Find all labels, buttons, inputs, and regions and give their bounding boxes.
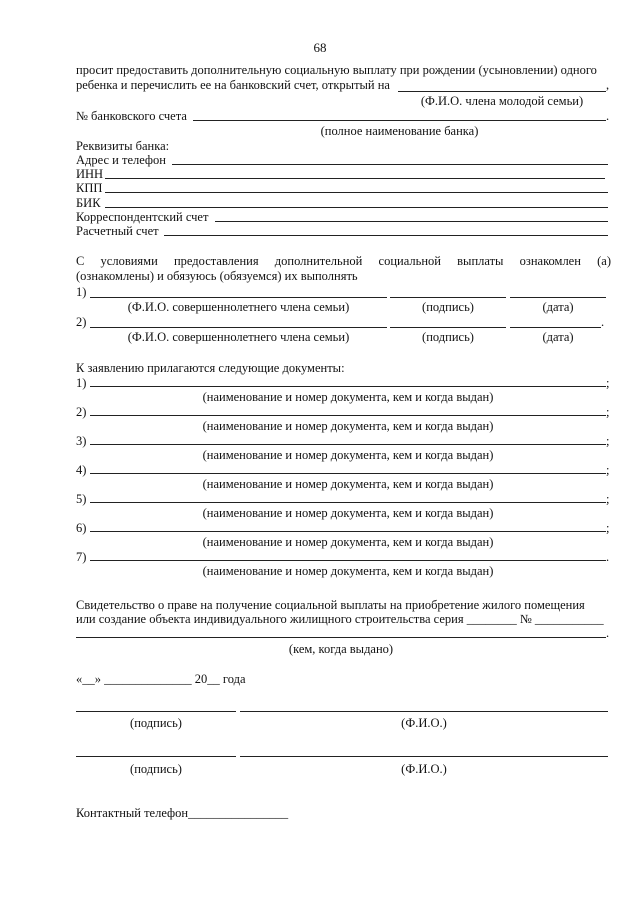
agreement-row-2-fio-line	[90, 327, 387, 328]
agreement-row-2-num: 2)	[76, 315, 87, 329]
kpp-line	[105, 192, 608, 193]
document-item-end-mark: .	[606, 550, 610, 564]
document-item-end-mark: ;	[606, 521, 610, 535]
document-item-number: 1)	[76, 376, 87, 390]
certificate-line-2: или создание объекта индивидуального жилищного строительства серия ________ № ___________	[76, 612, 604, 626]
certificate-issuer-line	[76, 637, 606, 638]
document-item-caption: (наименование и номер документа, кем и когда выдан)	[202, 448, 494, 462]
agreement-row-1-date-caption: (дата)	[542, 300, 574, 314]
agreement-row-1-sign-line	[390, 297, 506, 298]
settlement-account-line	[164, 235, 608, 236]
requisites-title: Реквизиты банка:	[76, 139, 170, 153]
document-item-end-mark: ;	[606, 376, 610, 390]
documents-title: К заявлению прилагаются следующие документы:	[76, 361, 345, 375]
address-label: Адрес и телефон	[76, 153, 166, 167]
document-item-number: 6)	[76, 521, 87, 535]
document-item-line	[90, 502, 606, 503]
agreement-row-1-sign-caption: (подпись)	[422, 300, 474, 314]
page-number: 68	[313, 40, 327, 55]
agreement-row-1-date-line	[510, 297, 606, 298]
date-line: «__» ______________ 20__ года	[76, 672, 246, 686]
intro-line-1: просит предоставить дополнительную социальную выплату при рождении (усыновлении) одного	[76, 63, 597, 77]
address-line	[172, 164, 608, 165]
signature-2-sign-line	[76, 756, 236, 757]
signature-2-fio-caption: (Ф.И.О.)	[401, 762, 447, 776]
agreement-row-2-date-caption: (дата)	[542, 330, 574, 344]
document-item-end-mark: ;	[606, 434, 610, 448]
agreement-row-1-num: 1)	[76, 285, 87, 299]
settlement-account-label: Расчетный счет	[76, 224, 159, 238]
document-item-line	[90, 444, 606, 445]
intro-line-2: ребенка и перечислить ее на банковский счет, открытый на	[76, 78, 390, 92]
signature-2-fio-line	[240, 756, 608, 757]
signature-1-fio-line	[240, 711, 608, 712]
agreement-row-2-sign-caption: (подпись)	[422, 330, 474, 344]
document-item-line	[90, 473, 606, 474]
certificate-caption: (кем, когда выдано)	[288, 642, 394, 656]
signature-2-sign-caption: (подпись)	[130, 762, 182, 776]
document-item-number: 3)	[76, 434, 87, 448]
contact-phone: Контактный телефон________________	[76, 806, 289, 820]
document-item-caption: (наименование и номер документа, кем и когда выдан)	[202, 419, 494, 433]
inn-line	[105, 178, 605, 179]
document-item-line	[90, 386, 606, 387]
document-item-number: 4)	[76, 463, 87, 477]
document-item-caption: (наименование и номер документа, кем и когда выдан)	[202, 506, 494, 520]
bik-line	[105, 207, 608, 208]
kpp-label: КПП	[76, 181, 103, 195]
agreement-line-1: С условиями предоставления дополнительной социальной выплаты ознакомлен (а)	[76, 254, 611, 268]
account-line	[193, 120, 606, 121]
agreement-line-2: (ознакомлены) и обязуюсь (обязуемся) их выполнять	[76, 269, 358, 283]
bank-caption: (полное наименование банка)	[320, 124, 479, 138]
signature-1-fio-caption: (Ф.И.О.)	[401, 716, 447, 730]
document-item-line	[90, 531, 606, 532]
document-item-number: 2)	[76, 405, 87, 419]
bik-label: БИК	[76, 196, 101, 210]
agreement-row-1-fio-caption: (Ф.И.О. совершеннолетнего члена семьи)	[127, 300, 350, 314]
document-item-end-mark: ;	[606, 405, 610, 419]
certificate-line-1: Свидетельство о праве на получение социальной выплаты на приобретение жилого помещения	[76, 598, 585, 612]
document-item-line	[90, 415, 606, 416]
document-item-line	[90, 560, 606, 561]
document-page: 68 просит предоставить дополнительную социальную выплату при рождении (усыновлении) одного ребенка и перечислить ее на банковский счет, открытый на , (Ф.И.О. члена молодой семьи) № банковского счета . (полное наименование банка) Реквизиты банка: Адрес и телефон ИНН КПП БИК Корреспондентский счет Расчетный счет С условиями предоставления дополнительной социальной выплаты ознакомлен (а) (ознакомлены) и обязуюсь (обязуемся) их выполнять 1) (Ф.И.О. совершеннолетнего члена семьи) (подпись) (дата) 2) . (Ф.И.О. совершеннолетнего члена семьи) (подпись) (дата) К заявлению прилагаются следующие документы: 1) ; (наименование и номер документа, кем и когда выдан) 2) ; (наименование и номер документа, кем и когда выдан) 3) ; (наименование и номер документа, кем и когда выдан) 4) ; (наименование и номер документа, кем и когда выдан) 5) ; (наименование и номер документа, кем и когда выдан) 6) ; (наименование и номер документа, кем и когда выдан) 7) . (наименование и номер документа, кем и когда выдан) Свидетельство о праве на получение социальной выплаты на приобретение жилого помещения или создание объекта индивидуального жилищного строительства серия ________ № ___________ . (кем, когда выдано) «__» ______________ 20__ года (подпись) (Ф.И.О.) (подпись) (Ф.И.О.) Контактный телефон________________	[0, 0, 640, 905]
agreement-row-1-fio-line	[90, 297, 387, 298]
document-item-caption: (наименование и номер документа, кем и когда выдан)	[202, 535, 494, 549]
corr-account-line	[215, 221, 608, 222]
fio-caption: (Ф.И.О. члена молодой семьи)	[420, 94, 584, 108]
signature-1-sign-caption: (подпись)	[130, 716, 182, 730]
document-item-number: 7)	[76, 550, 87, 564]
signature-1-sign-line	[76, 711, 236, 712]
document-item-caption: (наименование и номер документа, кем и когда выдан)	[202, 477, 494, 491]
document-item-caption: (наименование и номер документа, кем и когда выдан)	[202, 564, 494, 578]
agreement-row-2-sign-line	[390, 327, 506, 328]
account-label: № банковского счета	[76, 109, 187, 123]
agreement-row-2-date-line	[510, 327, 601, 328]
inn-label: ИНН	[76, 167, 104, 181]
document-item-end-mark: ;	[606, 463, 610, 477]
corr-account-label: Корреспондентский счет	[76, 210, 209, 224]
intro-account-owner-line	[398, 91, 606, 92]
document-item-caption: (наименование и номер документа, кем и когда выдан)	[202, 390, 494, 404]
document-item-number: 5)	[76, 492, 87, 506]
document-item-end-mark: ;	[606, 492, 610, 506]
agreement-row-2-fio-caption: (Ф.И.О. совершеннолетнего члена семьи)	[127, 330, 350, 344]
